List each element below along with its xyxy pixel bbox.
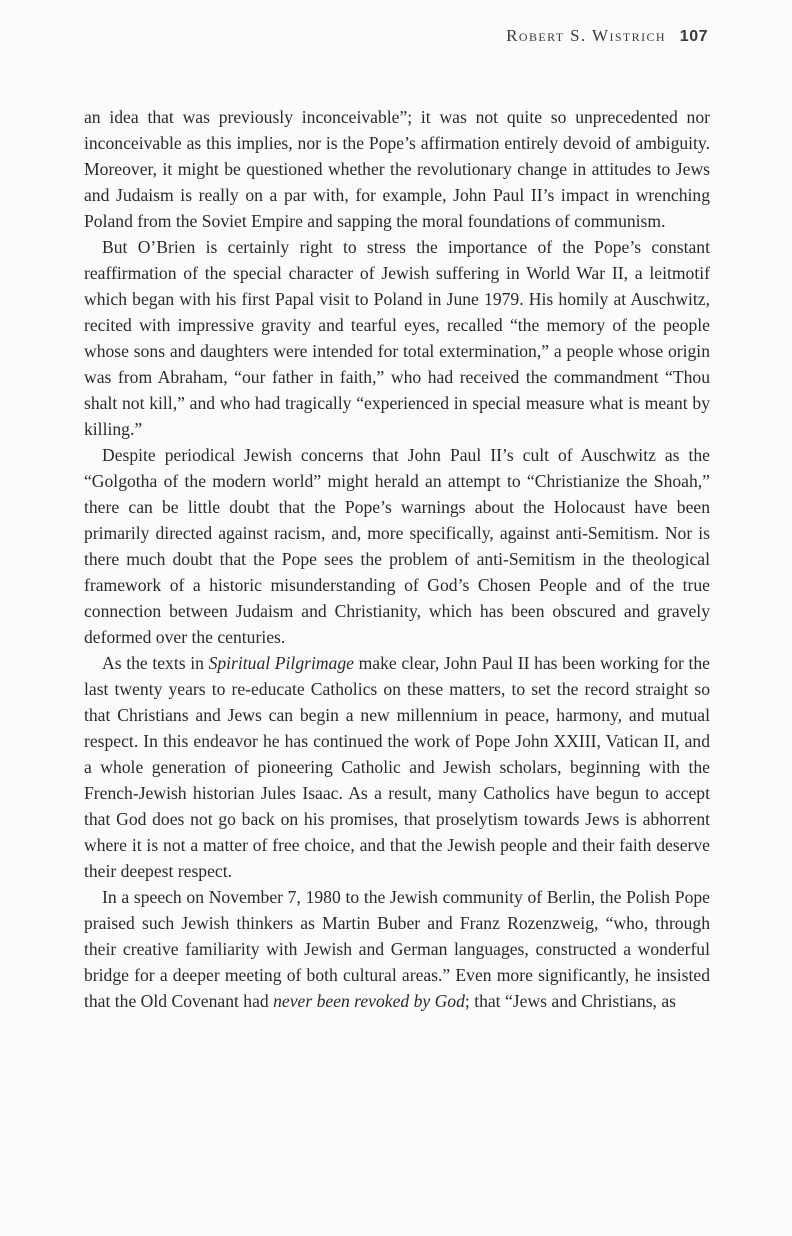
running-head (506, 26, 708, 46)
book-title: Spiritual Pilgrimage (208, 653, 354, 673)
paragraph-berlin-speech (84, 884, 710, 1014)
paragraph-text: In a speech on November 7, 1980 to the Jewish community of Berlin, the Polish Pope praised such Jewish thinkers as Martin Buber and Franz Rozenzweig, “who, through their creative familiarity with Jewish and German languages, constructed a wonderful bridge for a deeper meeting of both cultural areas.” Even more significantly, he insisted that the Old Covenant had (84, 887, 710, 1011)
paragraph-text: make clear, John Paul II has been working for the last twenty years to re-educate Catholics on these matters, to set the record straight so that Christians and Jews can begin a new millennium in peace, harmony, and mutual respect. In this endeavor he has continued the work of Pope John XXIII, Vatican II, and a whole generation of pioneering Catholic and Jewish scholars, beginning with the French-Jewish historian Jules Isaac. As a result, many Catholics have begun to accept that God does not go back on his promises, that proselytism towards Jews is abhorrent where it is not a matter of free choice, and that the Jewish people and their faith deserve their deepest respect. (84, 653, 710, 881)
paragraph-text: ; that “Jews and Christians, as (464, 991, 676, 1011)
emphasis-text: never been revoked by God (273, 991, 465, 1011)
paragraph-text: As the texts in (102, 653, 209, 673)
paragraph-auschwitz: Despite periodical Jewish concerns that John Paul II’s cult of Auschwitz as the “Golgotha of the modern world” might herald an attempt to “Christianize the Shoah,” there can be little doubt that the Pope’s warnings about the Holocaust have been primarily directed against racism, and, more specifically, against anti-Semitism. Nor is there much doubt that the Pope sees the problem of anti-Semitism in the theological framework of a historic misunderstanding of God’s Chosen People and of the true connection between Judaism and Christianity, which has been obscured and gravely deformed over the centuries. (84, 445, 710, 647)
paragraph-obrien: But O’Brien is certainly right to stress the importance of the Pope’s constant reaffirmation of the special character of Jewish suffering in World War II, a leitmotif which began with his first Papal visit to Poland in June 1979. His homily at Auschwitz, recited with impressive gravity and tearful eyes, recalled “the memory of the people whose sons and daughters were intended for total extermination,” a people whose origin was from Abraham, “our father in faith,” who had received the commandment “Thou shalt not kill,” and who had tragically “experienced in special measure what is meant by killing.” (84, 237, 710, 439)
running-head-author: Robert S. Wistrich (506, 26, 666, 45)
body-text (84, 104, 710, 1014)
paragraph-spiritual-pilgrimage (84, 650, 710, 884)
paragraph-continuation: an idea that was previously inconceivable”; it was not quite so unprecedented nor inconceivable as this implies, nor is the Pope’s affirmation entirely devoid of ambiguity. Moreover, it might be questioned whether the revolutionary change in attitudes to Jews and Judaism is really on a par with, for example, John Paul II’s impact in wrenching Poland from the Soviet Empire and sapping the moral foundations of communism. (84, 107, 710, 231)
page-number: 107 (679, 28, 708, 45)
